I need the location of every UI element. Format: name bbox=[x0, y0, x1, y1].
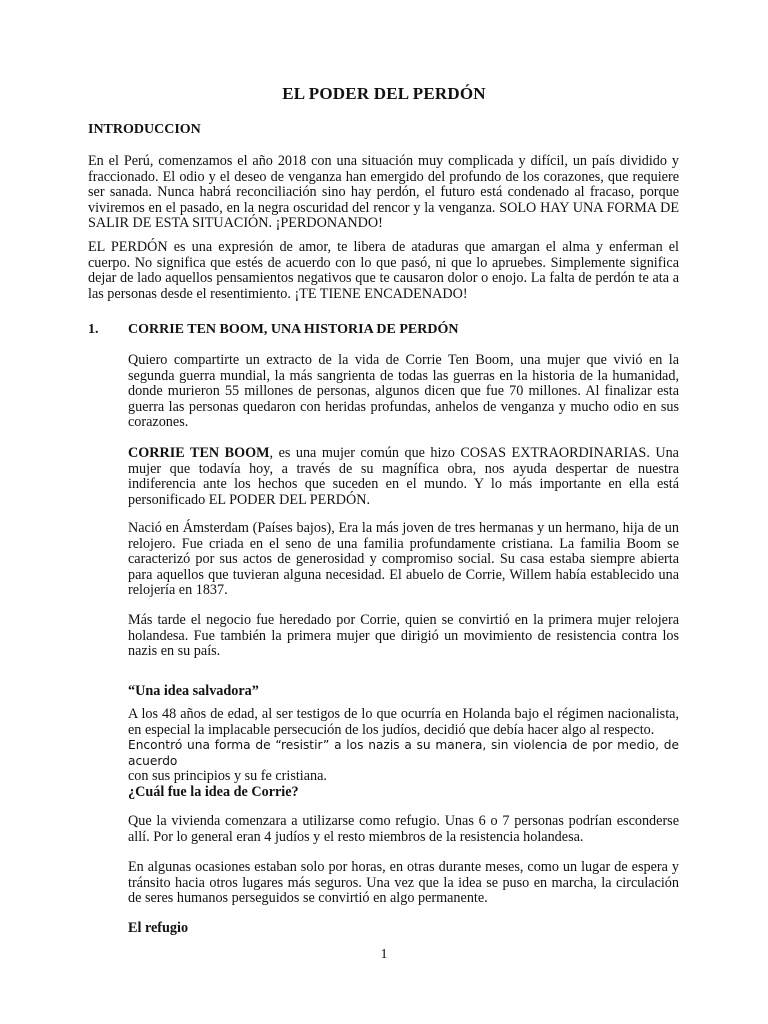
section-number: 1. bbox=[88, 322, 99, 337]
section-paragraph-2 bbox=[128, 446, 679, 508]
section-paragraph-1: Quiero compartirte un extracto de la vida de Corrie Ten Boom, una mujer que vivió en la segunda guerra mundial, la más sangrienta de todas las guerras en la historia de la humanidad, donde murieron 55 millones de personas, algunos dicen que fue 70 millones. Al finalizar esta guerra las personas quedaron con heridas profundas, anhelos de venganza y mucho odio en sus corazones. bbox=[128, 352, 679, 431]
section-paragraph-5a: A los 48 años de edad, al ser testigos de lo que ocurría en Holanda bajo el régimen nacionalista, en especial la implacable persecución de los judíos, decidió que debía hacer algo al respecto. bbox=[128, 706, 679, 738]
section-paragraph-4: Más tarde el negocio fue heredado por Corrie, quien se convirtió en la primera mujer relojera holandesa. Fue también la primera mujer que dirigió un movimiento de resistencia contra los nazis en su país. bbox=[128, 612, 679, 660]
section-paragraph-2-text: , es una mujer común que hizo COSAS EXTRAORDINARIAS. Una mujer que todavía hoy, a través de su magnífica obra, nos ayuda despertar de nuestra indiferencia ante los hechos que suceden en el mundo. Y lo más importante en ella está personificado EL PODER DEL PERDÓN. bbox=[128, 445, 679, 508]
intro-heading: INTRODUCCION bbox=[88, 122, 201, 137]
section-paragraph-6: Que la vivienda comenzara a utilizarse como refugio. Unas 6 o 7 personas podrían esconderse allí. Por lo general eran 4 judíos y el resto miembros de la resistencia holandesa. bbox=[128, 813, 679, 845]
intro-paragraph-2: EL PERDÓN es una expresión de amor, te libera de ataduras que amargan el alma y enferman el cuerpo. No significa que estés de acuerdo con lo que pasó, ni que lo apruebes. Simplemente significa dejar de lado aquellos pensamientos negativos que te causaron dolor o enojo. La falta de perdón te ata a las personas desde el resentimiento. ¡TE TIENE ENCADENADO! bbox=[88, 239, 679, 302]
subheading-refugio: El refugio bbox=[128, 920, 189, 936]
section-paragraph-5b: Encontró una forma de “resistir” a los nazis a su manera, sin violencia de por medio, de acuerdo bbox=[128, 738, 679, 768]
subheading-idea-salvadora: “Una idea salvadora” bbox=[128, 683, 259, 699]
page-number: 1 bbox=[380, 947, 388, 962]
section-paragraph-5c: con sus principios y su fe cristiana. bbox=[128, 768, 327, 785]
section-heading: CORRIE TEN BOOM, UNA HISTORIA DE PERDÓN bbox=[128, 322, 459, 337]
corrie-name-bold: CORRIE TEN BOOM bbox=[128, 445, 270, 461]
section-paragraph-7: En algunas ocasiones estaban solo por horas, en otras durante meses, como un lugar de espera y tránsito hacia otros lugares más seguros. Una vez que la idea se puso en marcha, la circulación de seres humanos perseguidos se convirtió en algo permanente. bbox=[128, 859, 679, 907]
document-title: EL PODER DEL PERDÓN bbox=[282, 84, 486, 103]
section-paragraph-3: Nació en Ámsterdam (Países bajos), Era la más joven de tres hermanas y un hermano, hija de un relojero. Fue criada en el seno de una familia profundamente cristiana. La familia Boom se caracterizó por sus actos de generosidad y compromiso social. Su casa estaba siempre abierta para aquellos que tuvieran alguna necesidad. El abuelo de Corrie, Willem había establecido una relojería en 1837. bbox=[128, 520, 679, 599]
section-paragraph-5 bbox=[128, 707, 679, 785]
subheading-idea-corrie: ¿Cuál fue la idea de Corrie? bbox=[128, 784, 299, 800]
intro-paragraph-1: En el Perú, comenzamos el año 2018 con una situación muy complicada y difícil, un país dividido y fraccionado. El odio y el deseo de venganza han emergido del profundo de los corazones, que requiere ser sanada. Nunca habrá reconciliación sino hay perdón, el futuro está condenado al fracaso, porque viviremos en el pasado, en la negra oscuridad del rencor y la venganza. SOLO HAY UNA FORMA DE SALIR DE ESTA SITUACIÓN. ¡PERDONANDO! bbox=[88, 153, 679, 232]
